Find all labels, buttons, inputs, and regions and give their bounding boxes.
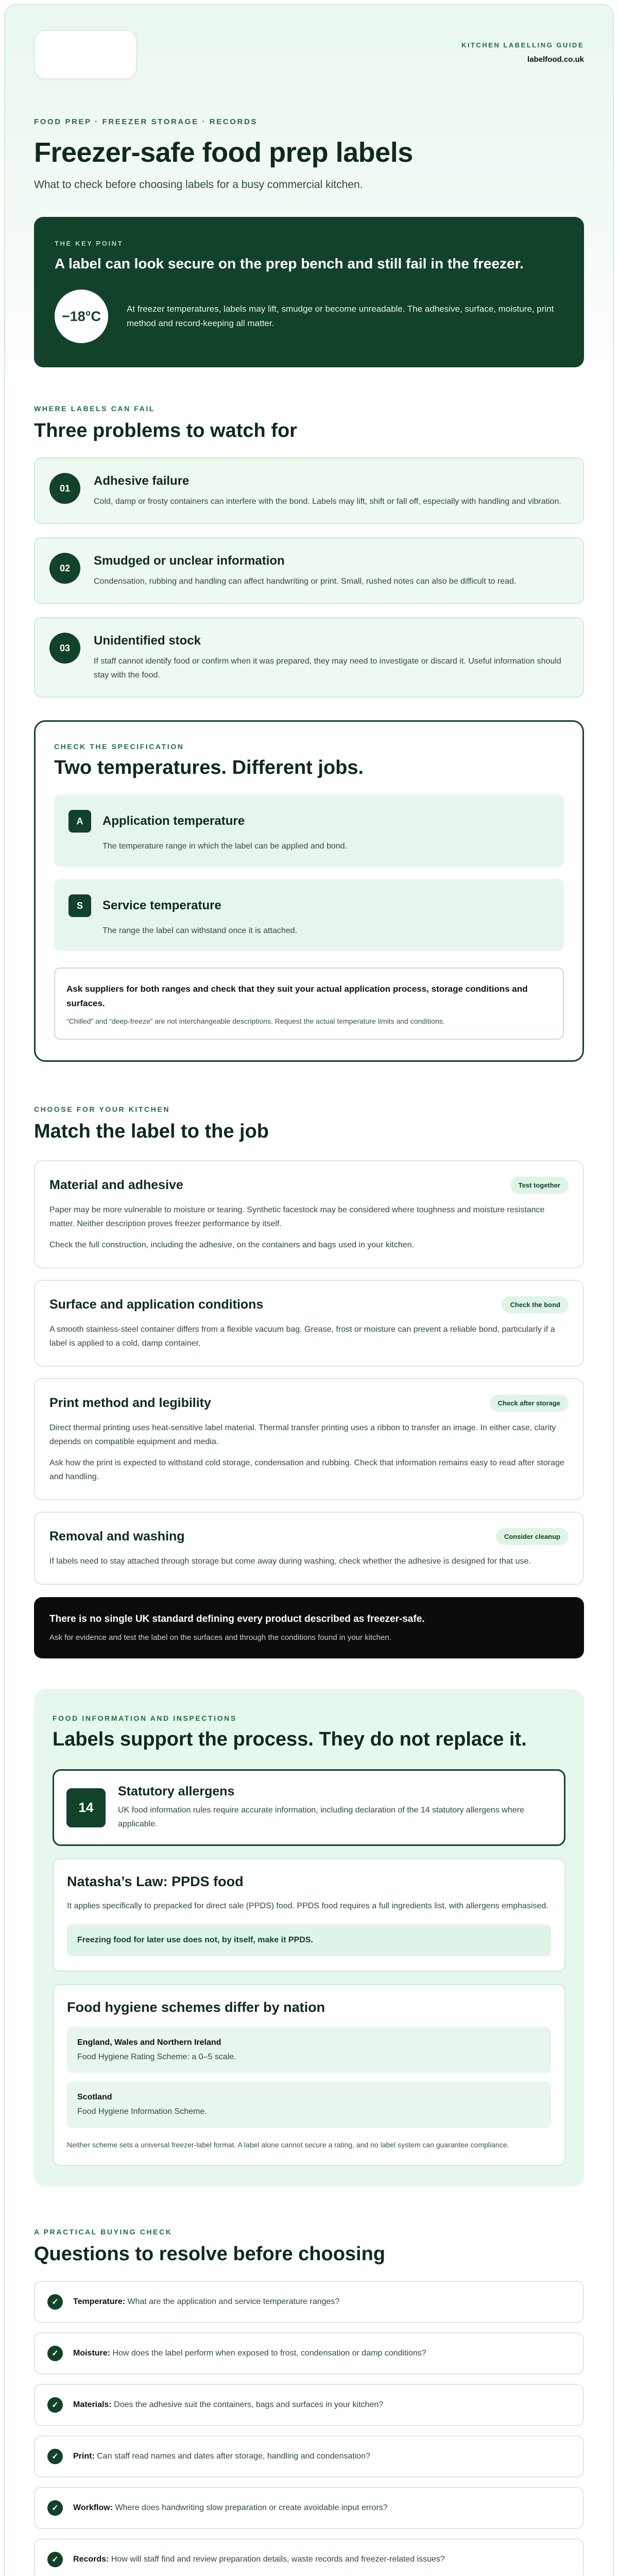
question-text <box>73 2297 339 2307</box>
ppds-card <box>53 1858 565 1972</box>
standard-notice-small: Ask for evidence and test the label on the surfaces and through the conditions found in your kitchen. <box>49 1633 391 1642</box>
nation-text: Food Hygiene Information Scheme. <box>77 2107 207 2116</box>
spec-note <box>54 968 564 1040</box>
card-text: Paper may be more vulnerable to moisture or tearing. Synthetic facestock may be considered where toughness and moisture resistance matter. Neither description proves freezer performance by itself. <box>49 1206 545 1228</box>
nation-box <box>67 2027 551 2073</box>
problems-section <box>34 404 584 698</box>
support-eyebrow: FOOD INFORMATION AND INSPECTIONS <box>53 1714 237 1722</box>
spec-eyebrow: CHECK THE SPECIFICATION <box>54 742 184 751</box>
problem-number: 02 <box>49 553 80 584</box>
check-icon: ✓ <box>47 2552 63 2567</box>
key-point-eyebrow: THE KEY POINT <box>55 240 124 247</box>
specification-panel <box>34 720 584 1062</box>
check-icon: ✓ <box>47 2449 63 2464</box>
problem-text: If staff cannot identify food or confirm when it was prepared, they may need to investigate or discard it. Useful information should stay with the food. <box>94 657 561 680</box>
spec-item-title: Service temperature <box>102 899 221 912</box>
card-tag: Test together <box>510 1177 569 1194</box>
temperature-badge: −18°C <box>55 290 108 343</box>
question-text <box>73 2349 426 2358</box>
spec-body <box>102 894 297 936</box>
site-link[interactable]: labelfood.co.uk <box>527 55 584 64</box>
nation-text: Food Hygiene Rating Scheme: a 0–5 scale. <box>77 2053 236 2061</box>
problem-body <box>94 553 516 588</box>
spec-title: Two temperatures. Different jobs. <box>54 757 364 778</box>
card-text: If labels need to stay attached through storage but come away during washing, check whether the adhesive is designed for that use. <box>49 1557 531 1566</box>
card-text: Direct thermal printing uses heat-sensitive label material. Thermal transfer printing uses a ribbon to transfer an image. In either case, clarity depends on compatible equipment and media. <box>49 1423 556 1446</box>
card-head <box>49 1528 569 1545</box>
question-label: Materials: <box>73 2400 112 2409</box>
question-body: What are the application and service temperature ranges? <box>127 2297 340 2306</box>
match-card-list <box>34 1160 584 1658</box>
standard-notice-strong: There is no single UK standard defining every product described as freezer-safe. <box>49 1614 425 1624</box>
problem-title: Smudged or unclear information <box>94 554 285 568</box>
header <box>34 5 584 88</box>
page-subtitle: What to check before choosing labels for a busy commercial kitchen. <box>34 179 363 191</box>
allergen-count: 14 <box>66 1788 106 1827</box>
problems-eyebrow: WHERE LABELS CAN FAIL <box>34 404 156 413</box>
question-item <box>34 2332 584 2375</box>
problem-body <box>94 473 561 509</box>
standard-notice <box>34 1597 584 1658</box>
card-title: Material and adhesive <box>49 1178 183 1192</box>
problems-title: Three problems to watch for <box>34 420 297 442</box>
match-eyebrow: CHOOSE FOR YOUR KITCHEN <box>34 1105 170 1113</box>
stat-title: Statutory allergens <box>118 1784 235 1799</box>
question-list <box>34 2281 584 2576</box>
match-card <box>34 1160 584 1268</box>
spec-letter: A <box>68 810 91 833</box>
problem-number: 03 <box>49 633 80 664</box>
allergen-stat <box>53 1769 565 1846</box>
check-icon: ✓ <box>47 2346 63 2361</box>
header-right <box>461 35 584 64</box>
match-section <box>34 1105 584 1658</box>
main-content <box>5 5 613 2576</box>
card-head <box>49 1296 569 1313</box>
match-card <box>34 1512 584 1585</box>
spec-note-strong: Ask suppliers for both ranges and check that they suit your actual application process, storage conditions and surfaces. <box>66 984 528 1008</box>
card-text: A smooth stainless-steel container differs from a flexible vacuum bag. Grease, frost or moisture can prevent a reliable bond, particularly if a label is applied to a cold, damp container. <box>49 1325 555 1348</box>
question-item <box>34 2384 584 2426</box>
question-body: Where does handwriting slow preparation or create avoidable input errors? <box>115 2503 388 2512</box>
key-point-headline: A label can look secure on the prep bench and still fail in the freezer. <box>55 256 524 272</box>
question-body: How will staff find and review preparation details, waste records and freezer-related issues? <box>111 2555 445 2564</box>
question-body: How does the label perform when exposed to frost, condensation or damp conditions? <box>112 2349 426 2358</box>
ppds-text: It applies specifically to prepacked for direct sale (PPDS) food. PPDS food requires a full ingredients list, with allergens emphasised. <box>67 1902 548 1910</box>
check-icon: ✓ <box>47 2397 63 2413</box>
key-point-text: At freezer temperatures, labels may lift, smudge or become unreadable. The adhesive, surface, moisture, print method and record-keeping all matter. <box>127 304 554 328</box>
card-head <box>49 1177 569 1194</box>
problem-body <box>94 633 569 682</box>
questions-eyebrow: A PRACTICAL BUYING CHECK <box>34 2228 173 2236</box>
card-tag: Check after storage <box>490 1395 569 1412</box>
question-item <box>34 2281 584 2323</box>
card-tag: Consider cleanup <box>496 1528 569 1545</box>
hygiene-card <box>53 1984 565 2166</box>
spec-item <box>54 879 564 951</box>
logo-placeholder[interactable] <box>34 30 137 79</box>
nation-name: England, Wales and Northern Ireland <box>77 2038 221 2047</box>
problem-text: Condensation, rubbing and handling can affect handwriting or print. Small, rushed notes can also be difficult to read. <box>94 577 517 586</box>
spec-item-text: The temperature range in which the label can be applied and bond. <box>102 842 347 851</box>
question-item <box>34 2487 584 2529</box>
card-tag: Check the bond <box>502 1296 569 1313</box>
question-item <box>34 2538 584 2576</box>
problem-item <box>34 457 584 524</box>
spec-item <box>54 794 564 867</box>
question-item <box>34 2435 584 2478</box>
problem-item <box>34 537 584 604</box>
question-label: Workflow: <box>73 2503 113 2512</box>
hygiene-note: Neither scheme sets a universal freezer-label format. A label alone cannot secure a rating, and no label system can guarantee compliance. <box>67 2141 509 2149</box>
problem-title: Adhesive failure <box>94 474 190 488</box>
key-point-row <box>55 290 563 343</box>
question-text <box>73 2555 445 2564</box>
problem-item <box>34 617 584 698</box>
card-text: Ask how the print is expected to withstand cold storage, condensation and rubbing. Check that information remains easy to read after storage and handling. <box>49 1459 564 1481</box>
question-label: Print: <box>73 2452 95 2461</box>
match-card <box>34 1378 584 1500</box>
problem-list <box>34 457 584 698</box>
key-point-panel <box>34 217 584 367</box>
hygiene-title: Food hygiene schemes differ by nation <box>67 1999 325 2015</box>
nation-name: Scotland <box>77 2093 112 2102</box>
question-label: Temperature: <box>73 2297 126 2306</box>
ppds-title: Natasha’s Law: PPDS food <box>67 1874 244 1889</box>
check-icon: ✓ <box>47 2294 63 2310</box>
spec-item-title: Application temperature <box>102 814 245 828</box>
question-body: Can staff read names and dates after storage, handling and condensation? <box>97 2452 370 2461</box>
question-text <box>73 2452 370 2461</box>
problem-text: Cold, damp or frosty containers can interfere with the bond. Labels may lift, shift or fall off, especially with handling and vibration. <box>94 497 561 506</box>
question-body: Does the adhesive suit the containers, bags and surfaces in your kitchen? <box>114 2400 384 2409</box>
match-card <box>34 1280 584 1367</box>
page-title: Freezer-safe food prep labels <box>34 137 413 168</box>
card-title: Print method and legibility <box>49 1396 211 1410</box>
stat-body <box>118 1784 552 1831</box>
question-text <box>73 2400 383 2410</box>
stat-text: UK food information rules require accurate information, including declaration of the 14 statutory allergens where applicable. <box>118 1806 524 1828</box>
question-label: Records: <box>73 2555 109 2564</box>
page-frame <box>4 4 614 2576</box>
nation-box <box>67 2081 551 2128</box>
card-text: Check the full construction, including the adhesive, on the containers and bags used in your kitchen. <box>49 1241 414 1249</box>
problem-title: Unidentified stock <box>94 634 201 648</box>
card-title: Removal and washing <box>49 1529 185 1544</box>
spec-note-small: “Chilled” and “deep-freeze” are not interchangeable descriptions. Request the actual temperature limits and conditions. <box>66 1017 445 1025</box>
ppds-highlight: Freezing food for later use does not, by itself, make it PPDS. <box>67 1924 551 1956</box>
spec-body <box>102 810 347 851</box>
card-head <box>49 1395 569 1412</box>
question-text <box>73 2503 388 2513</box>
spec-letter: S <box>68 894 91 917</box>
food-information-panel <box>34 1689 584 2187</box>
support-title: Labels support the process. They do not replace it. <box>53 1728 527 1750</box>
guide-label: KITCHEN LABELLING GUIDE <box>461 41 584 49</box>
problem-number: 01 <box>49 473 80 504</box>
questions-title: Questions to resolve before choosing <box>34 2243 386 2265</box>
question-label: Moisture: <box>73 2349 110 2358</box>
card-title: Surface and application conditions <box>49 1297 264 1312</box>
breadcrumb: FOOD PREP · FREEZER STORAGE · RECORDS <box>34 117 258 126</box>
match-title: Match the label to the job <box>34 1121 269 1142</box>
spec-item-text: The range the label can withstand once it is attached. <box>102 926 298 935</box>
questions-section <box>34 2228 584 2576</box>
check-icon: ✓ <box>47 2500 63 2516</box>
